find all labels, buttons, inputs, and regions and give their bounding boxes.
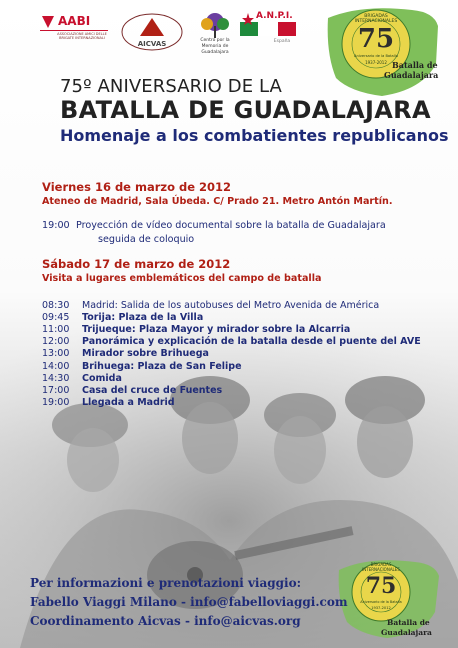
day1-date [42, 180, 231, 194]
anniversary-seal-bottom [335, 556, 441, 642]
schedule-time: 09:45 [42, 311, 70, 323]
seal-label-1: Batalla de [392, 60, 438, 70]
schedule-row [42, 372, 432, 384]
seal-bottom-ring-text: BRIGADAS INTERNACIONALES [362, 562, 400, 572]
day1-event-time: 19:00 [42, 220, 70, 231]
schedule-time: 17:00 [42, 384, 70, 396]
schedule-row [42, 299, 432, 311]
schedule-description: Madrid: Salida de los autobuses del Metro Avenida de América [82, 299, 380, 311]
schedule-time: 14:00 [42, 360, 70, 372]
schedule-description: Brihuega: Plaza de San Felipe [82, 360, 242, 372]
aabi-logo-sub: ASSOCIAZIONE AMICI DELLE BRIGATE INTERNAZIONALI [57, 32, 107, 40]
schedule-description: Casa del cruce de Fuentes [82, 384, 223, 396]
seal-years: 1937-2012 [365, 60, 387, 65]
day1-event [42, 220, 386, 231]
schedule-description: Comida [82, 372, 122, 384]
aicvas-logo [120, 12, 184, 52]
footer-line-2: Fabello Viaggi Milano - info@fabelloviaggi.com [30, 595, 348, 609]
memoria-guadalajara-logo [195, 12, 245, 55]
footer-line-3: Coordinamento Aicvas - info@aicvas.org [30, 614, 301, 628]
schedule-row [42, 323, 432, 335]
seal-bottom-sub: Aniversario de la Batalla [360, 600, 402, 604]
schedule-time: 19:00 [42, 397, 70, 409]
schedule-description: Mirador sobre Brihuega [82, 348, 209, 360]
schedule-row [42, 311, 432, 323]
schedule-row [42, 397, 432, 409]
anpi-logo-text: A.N.P.I. [256, 11, 293, 21]
day1-date-text: Viernes 16 de marzo de 2012 [42, 180, 232, 194]
title-line-1: 75º ANIVERSARIO DE LA [60, 76, 282, 97]
footer-contacts [30, 574, 348, 631]
schedule-description: Llegada a Madrid [82, 397, 175, 409]
aicvas-logo-text: AICVAS [137, 40, 167, 48]
seal-bottom-number: 75 [365, 573, 397, 599]
anpi-logo-sub: España [273, 39, 291, 44]
day1-event-line1: Proyección de vídeo documental sobre la batalla de Guadalajara [76, 220, 386, 231]
schedule-list [42, 299, 432, 409]
schedule-row [42, 348, 432, 360]
title-line-2: BATALLA DE GUADALAJARA [60, 96, 431, 124]
seal-label-2: Guadalajara [384, 70, 439, 80]
schedule-row [42, 336, 432, 348]
footer-line-1: Per informazioni e prenotazioni viaggio: [30, 576, 302, 590]
seal-bottom-years: 1937-2012 [371, 606, 391, 610]
anniversary-seal [322, 4, 442, 100]
schedule-description: Torija: Plaza de la Villa [82, 311, 204, 323]
seal-bottom-label-2: Guadalajara [381, 628, 432, 637]
seal-bottom-label-1: Batalla de [387, 618, 430, 627]
memoria-logo-text: Centro por la Memoria de Guadalajara [200, 38, 230, 55]
seal-ring-text: BRIGADAS INTERNACIONALES [354, 14, 398, 24]
schedule-description: Panorámica y explicación de la batalla desde el puente del AVE [82, 336, 421, 348]
subtitle: Homenaje a los combatientes republicanos [60, 126, 449, 145]
schedule-time: 11:00 [42, 323, 70, 335]
seal-sub: Aniversario de la Batalla [354, 54, 398, 58]
schedule-time: 14:30 [42, 372, 70, 384]
schedule-description: Trijueque: Plaza Mayor y mirador sobre la Alcarria [82, 323, 351, 335]
day2-date [42, 257, 230, 271]
day2-date-text: Sábado 17 de marzo de 2012 [42, 257, 231, 271]
schedule-time: 13:00 [42, 348, 70, 360]
day1-event-line2: seguida de coloquio [98, 234, 195, 245]
schedule-row [42, 384, 432, 396]
schedule-row [42, 360, 432, 372]
seal-number: 75 [357, 24, 395, 54]
schedule-time: 08:30 [42, 299, 70, 311]
day2-subtitle: Visita a lugares emblemáticos del campo de batalla [42, 273, 322, 284]
aabi-logo [40, 12, 108, 42]
aabi-logo-text: AABI [58, 14, 91, 28]
schedule-time: 12:00 [42, 336, 70, 348]
day1-venue: Ateneo de Madrid, Sala Úbeda. C/ Prado 21. Metro Antón Martín. [42, 196, 393, 207]
anpi-logo [240, 12, 296, 48]
